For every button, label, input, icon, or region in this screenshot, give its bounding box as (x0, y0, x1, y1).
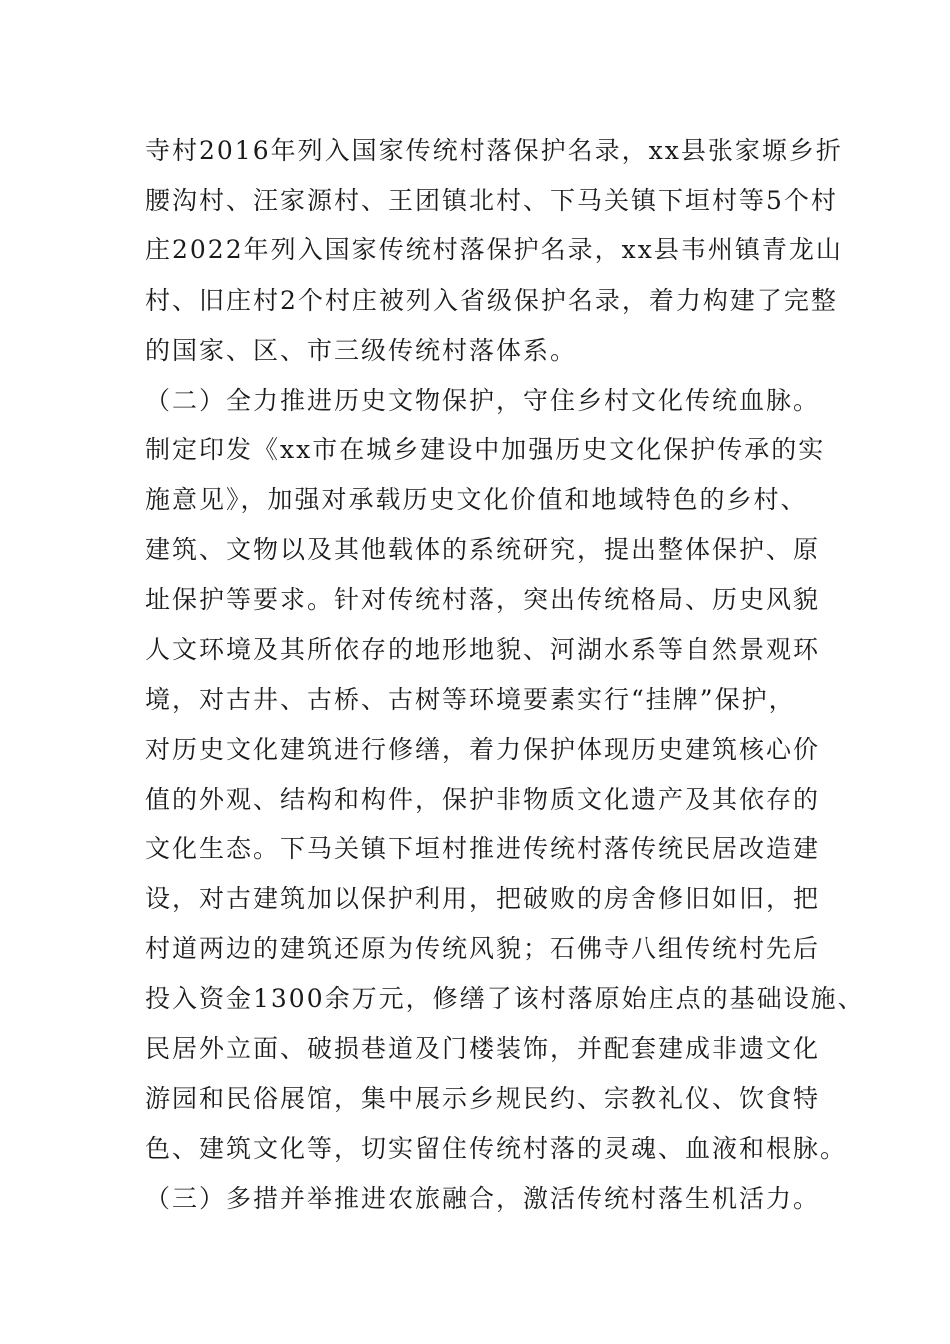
text-line: 寺村2016年列入国家传统村落保护名录，xx县张家塬乡折 (145, 136, 843, 165)
text-line: 址保护等要求。针对传统村落，突出传统格局、历史风貌 (145, 585, 821, 614)
section-heading: （三）多措并举推进农旅融合，激活传统村落生机活力。 (145, 1184, 821, 1213)
text-line: 文化生态。下马关镇下垣村推进传统村落传统民居改造建 (145, 834, 821, 863)
text-line: 人文环境及其所依存的地形地貌、河湖水系等自然景观环 (145, 635, 821, 664)
section-heading: （二）全力推进历史文物保护，守住乡村文化传统血脉。 (145, 386, 821, 415)
text-line: 村、旧庄村2个村庄被列入省级保护名录，着力构建了完整 (145, 286, 838, 315)
text-line: 投入资金1300余万元，修缮了该村落原始庄点的基础设施、 (145, 984, 865, 1013)
text-line: 民居外立面、破损巷道及门楼装饰，并配套建成非遗文化 (145, 1034, 821, 1063)
text-line: 设，对古建筑加以保护利用，把破败的房舍修旧如旧，把 (145, 884, 821, 913)
text-line: 对历史文化建筑进行修缮，着力保护体现历史建筑核心价 (145, 735, 821, 764)
text-line: 制定印发《xx市在城乡建设中加强历史文化保护传承的实 (145, 435, 826, 464)
text-line: 色、建筑文化等，切实留住传统村落的灵魂、血液和根脉。 (145, 1134, 848, 1163)
text-line: 游园和民俗展馆，集中展示乡规民约、宗教礼仪、饮食特 (145, 1084, 821, 1113)
text-line: 值的外观、结构和构件，保护非物质文化遗产及其依存的 (145, 785, 821, 814)
text-line: 施意见》，加强对承载历史文化价值和地域特色的乡村、 (145, 485, 808, 514)
text-line: 庄2022年列入国家传统村落保护名录，xx县韦州镇青龙山 (145, 235, 843, 264)
text-line: 境，对古井、古桥、古树等环境要素实行“挂牌”保护， (145, 685, 796, 714)
text-line: 的国家、区、市三级传统村落体系。 (145, 336, 578, 365)
text-line: 村道两边的建筑还原为传统风貌；石佛寺八组传统村先后 (145, 934, 821, 963)
text-line: 腰沟村、汪家源村、王团镇北村、下马关镇下垣村等5个村 (145, 186, 838, 215)
text-line: 建筑、文物以及其他载体的系统研究，提出整体保护、原 (145, 535, 821, 564)
